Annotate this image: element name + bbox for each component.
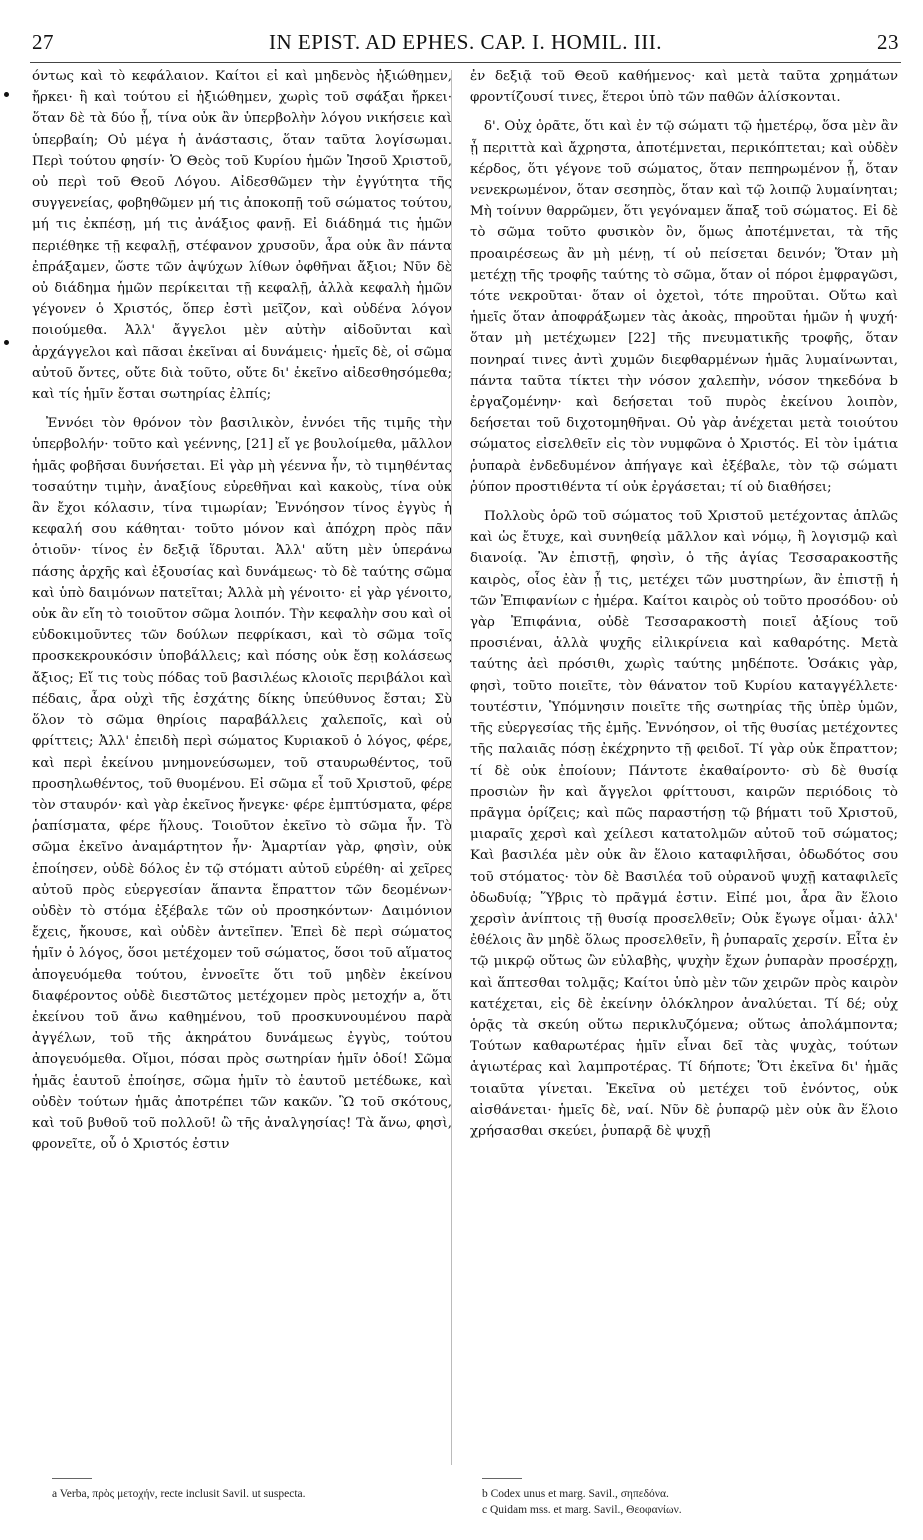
page-number-left: 27 — [32, 30, 54, 54]
left-paragraph-1: όντως καὶ τὸ κεφάλαιον. Καίτοι εἰ καὶ μηδενὸς ἠξιώθημεν, ἤρκει· ἢ καὶ τούτου εἰ ἠξιώθημεν, χωρὶς τοῦ σφάξαι ἤρκει· ὅταν δὲ τὰ δύο ᾖ, τίνα οὐκ ἂν ὑπερβολὴν λόγου νικήσειε καὶ ὑπερβαίη; Οὐ μέγα ἡ ἀνάστασις, ὅταν ταῦτα λογίσωμαι. Περὶ τούτου φησίν· Ὁ Θεὸς τοῦ Κυρίου ἡμῶν Ἰησοῦ Χριστοῦ, οὐ περὶ τοῦ Θεοῦ Λόγου. Αἰδεσθῶμεν τὴν ἐγγύτητα τῆς συγγενείας, φοβηθῶμεν μή τις ἀποκοπῇ τοῦ σώματος τούτου, μή τις ἐκπέσῃ, μή τις ἀνάξιος φανῇ. Εἰ διάδημά τις ἡμῶν περιέθηκε τῇ κεφαλῇ, στέφανον χρυσοῦν, ἆρα οὐκ ἂν πάντα ἐπράξαμεν, ὥστε τῶν ἀψύχων λίθων ὀφθῆναι ἄξιοι; Νῦν δὲ οὐ διάδημα ἡμῶν περίκειται τῇ κεφαλῇ, ἀλλὰ κεφαλὴ ἡμῶν γέγονεν ὁ Χριστός, ὅπερ ἐστὶ μεῖζον, καὶ οὐδένα λόγον ποιούμεθα. Ἀλλ' ἄγγελοι μὲν αὐτὴν αἰδοῦνται καὶ ἀρχάγγελοι καὶ πᾶσαι ἐκεῖναι αἱ δυνάμεις· ἡμεῖς δὲ, οἱ σῶμα αὐτοῦ ὄντες, οὔτε διὰ τοῦτο, οὔτε δι' ἐκεῖνο αἰδεσθησόμεθα; καὶ τίς ἡμῖν ἔσται σωτηρίας ἐλπίς; — [32, 69, 452, 403]
left-paragraph-2: Ἐννόει τὸν θρόνον τὸν βασιλικὸν, ἐννόει τῆς τιμῆς τὴν ὑπερβολήν· τοῦτο καὶ γεέννης, [21] εἴ γε βουλοίμεθα, μᾶλλον ἡμᾶς φοβῆσαι δυνήσεται. Εἰ γὰρ μὴ γέεννα ἦν, τὸ τιμηθέντας τοσαύτην τιμὴν, ἀναξίους εὑρεθῆναι καὶ κακοὺς, τίνα οὐκ ἂν ἔχοι κόλασιν, τίνα τιμωρίαν; Ἐννόησον τίνος ἐγγὺς ἡ κεφαλή σου κάθηται· τοῦτο μόνον καὶ ἀπόχρη πρὸς πᾶν ὁτιοῦν· τίνος ἐν δεξιᾷ ἵδρυται. Ἀλλ' αὕτη μὲν ὑπεράνω πάσης ἀρχῆς καὶ ἐξουσίας καὶ δυνάμεως· τὸ δὲ ταύτης σῶμα καὶ ὑπὸ δαιμόνων πατεῖται; Ἀλλὰ μὴ γένοιτο· εἰ γὰρ γένοιτο, οὐκ ἂν εἴη τὸ τοιοῦτον σῶμα λοιπόν. Τὴν κεφαλὴν σου καὶ οἱ εὐδοκιμοῦντες τῶν δούλων πεφρίκασι, καὶ τὸ σῶμα τοῖς προσκεκρουκόσιν ὑποβάλλεις; καὶ πόσης οὐκ ἔσῃ κολάσεως ἄξιος; Εἴ τις τοὺς πόδας τοῦ βασιλέως κλοιοῖς περιβάλοι καὶ πέδαις, ἆρα οὐχὶ τῆς ἐσχάτης δίκης ὑπεύθυνος ἔσται; Σὺ ὅλον τὸ σῶμα θηρίοις παραβάλλεις χαλεποῖς, καὶ οὐ φρίττεις; Ἀλλ' ἐπειδὴ περὶ σώματος Κυριακοῦ ὁ λόγος, φέρε, καὶ περὶ ἐκείνου μνημονεύσωμεν, τοῦ σταυρωθέντος, τοῦ προσηλωθέντος, τοῦ θυομένου. Εἰ σῶμα εἶ τοῦ Χριστοῦ, φέρε τὸν σταυρόν· καὶ γὰρ ἐκεῖνος ἤνεγκε· φέρε ἐμπτύσματα, φέρε ῥαπίσματα, φέρε ἥλους. Τοιοῦτον ἐκεῖνο τὸ σῶμα ἦν. Τὸ σῶμα ἐκεῖνο ἀναμάρτητον ἦν· Ἁμαρτίαν γὰρ, φησὶν, οὐκ ἐποίησεν, οὐδὲ δόλος ἐν τῷ στόματι αὐτοῦ εὑρέθη· αἱ χεῖρες αὐτοῦ πρὸς εὐεργεσίαν ἅπαντα ἔπραττον τῶν δεομένων· οὐδὲν τὸ στόμα ἐξέβαλε τῶν οὐ προσηκόντων· Δαιμόνιον ἔχεις, ἤκουσε, καὶ οὐδὲν ἀντεῖπεν. Ἐπεὶ δὲ περὶ σώματος ἡμῖν ὁ λόγος, ὅσοι μετέχομεν τοῦ σώματος, ὅσοι τοῦ αἵματος ἀπογευόμεθα τούτου, ἐννοεῖτε ὅτι τοῦ μηδὲν ἐκείνου διαφέροντος οὐδὲ διεστῶτος μετέχομεν πρὸς μετοχήν a, ὅτι ἐκείνου τοῦ ἄνω καθημένου, τοῦ προσκυνουμένου παρὰ ἀγγέλων, τοῦ τῆς ἀκηράτου δυνάμεως ἐγγὺς, τούτου ἀπογευόμεθα. Οἴμοι, πόσαι πρὸς σωτηρίαν ἡμῖν ὁδοί! Σῶμα ἡμᾶς ἑαυτοῦ ἐποίησε, σῶμα ἡμῖν τὸ ἑαυτοῦ μετέδωκε, καὶ οὐδὲν τούτων ἡμᾶς ἀποτρέπει τῶν κακῶν. Ὢ τοῦ σκότους, καὶ τοῦ βυθοῦ τοῦ πολλοῦ! ὢ τῆς ἀναλγησίας! Τὰ ἄνω, φησὶ, φρονεῖτε, οὗ ὁ Χριστός ἐστιν — [32, 416, 452, 1153]
right-paragraph-1: ἐν δεξιᾷ τοῦ Θεοῦ καθήμενος· καὶ μετὰ ταῦτα χρημάτων φροντίζουσί τινες, ἕτεροι ὑπὸ τῶν παθῶν ἁλίσκονται. — [470, 69, 898, 106]
right-paragraph-2: δ'. Οὐχ ὁρᾶτε, ὅτι καὶ ἐν τῷ σώματι τῷ ἡμετέρῳ, ὅσα μὲν ἂν ᾖ περιττὰ καὶ ἄχρηστα, ἀποτέμνεται, περικόπτεται; καὶ οὐδὲν κέρδος, ὅτι γέγονε τοῦ σώματος, ὅταν πεπηρωμένον ᾖ, ὅταν νενεκρωμένον, ὅταν σεσηπὸς, ὅταν καὶ τῷ λοιπῷ λυμαίνηται; Μὴ τοίνυν θαρρῶμεν, ὅτι γεγόναμεν ἅπαξ τοῦ σώματος. Εἰ δὲ τὸ σῶμα τοῦτο φυσικὸν ὂν, ὅμως ἀποτέμνεται, τὰ τῆς προαιρέσεως ἂν μὴ μένῃ, τί οὐ πείσεται δεινόν; Ὅταν μὴ μετέχῃ τῆς τροφῆς ταύτης τὸ σῶμα, ὅταν οἱ πόροι ἐμφραγῶσι, τότε νεκροῦται· ὅταν οἱ ὀχετοὶ, τότε πηροῦται. Οὕτω καὶ ἡμεῖς ὅταν ἀποφράξωμεν τὰς ἀκοὰς, πηροῦται ἡμῶν ἡ ψυχή· ὅταν μὴ μετέχωμεν [22] τῆς πνευματικῆς τροφῆς, ὅταν πονηραί τινες ἀντὶ χυμῶν διεφθαρμένων ἡμᾶς λυμαίνωνται, πάντα ταῦτα τίκτει τὴν νόσον χαλεπὴν, νόσον τηκεδόνα b ἐργαζομένην· καὶ δεήσεται τοῦ πυρὸς ἐκείνου λοιπὸν, δεήσεται τοῦ διχοτομηθῆναι. Οὐ γὰρ ἀνέχεται μετὰ τοιούτου σώματος εἰσελθεῖν εἰς τὸν νυμφῶνα ὁ Χριστός. Εἰ τὸν ἱμάτια ῥυπαρὰ ἐνδεδυμένον ἀπήγαγε καὶ ἐξέβαλε, τὸν τῷ σώματι ῥύπον προστιθέντα τί οὐκ ἐργάσεται; τί οὐ διαθήσει; — [470, 119, 898, 495]
footnotes-right — [482, 1486, 882, 1518]
footnote-b: b Codex unus et marg. Savil., σηπεδόνα. — [482, 1488, 669, 1500]
header-rule — [30, 62, 901, 63]
margin-dot-mark — [4, 340, 9, 345]
footnote-rule-left — [52, 1478, 92, 1479]
right-column — [470, 66, 898, 1142]
footnote-c: c Quidam mss. et marg. Savil., Θεοφανίων. — [482, 1504, 682, 1516]
running-head — [32, 30, 899, 60]
right-paragraph-3: Πολλοὺς ὁρῶ τοῦ σώματος τοῦ Χριστοῦ μετέχοντας ἁπλῶς καὶ ὡς ἔτυχε, καὶ συνηθείᾳ μᾶλλον καὶ νόμῳ, ἢ λογισμῷ καὶ διανοίᾳ. Ἂν ἐπιστῇ, φησὶν, ὁ τῆς ἁγίας Τεσσαρακοστῆς καιρὸς, οἷος ἐὰν ᾖ τις, μετέχει τῶν μυστηρίων, ἂν ἐπιστῇ ἡ τῶν Ἐπιφανίων c ἡμέρα. Καίτοι καιρὸς οὐ τοῦτο προσόδου· οὐ γὰρ Ἐπιφάνια, οὐδὲ Τεσσαρακοστὴ ποιεῖ ἀξίους τοῦ προσιέναι, ἀλλὰ ψυχῆς εἰλικρίνεια καὶ καθαρότης. Μετὰ ταύτης ἀεὶ πρόσιθι, χωρὶς ταύτης μηδέποτε. Ὁσάκις γὰρ, φησὶ, τοῦτο ποιεῖτε, τὸν θάνατον τοῦ Κυρίου καταγγέλλετε· τουτέστιν, Ὑπόμνησιν ποιεῖτε τῆς σωτηρίας τῆς ὑπὲρ ὑμῶν, τῆς εὐεργεσίας τῆς ἐμῆς. Ἐννόησον, οἱ τῆς θυσίας μετέχοντες τῆς παλαιᾶς πόσῃ ἐκέχρηντο τῇ φειδοῖ. Τί γὰρ οὐκ ἔπραττον; τί δὲ οὐκ ἐποίουν; Πάντοτε ἐκαθαίροντο· σὺ δὲ θυσίᾳ προσιὼν ἣν καὶ ἄγγελοι φρίττουσι, καιρῶν περιόδοις τὸ πρᾶγμα ὁρίζεις; καὶ πῶς παραστήσῃ τῷ βήματι τοῦ Χριστοῦ, μιαραῖς χερσὶ καὶ χείλεσι κατατολμῶν αὐτοῦ τοῦ σώματος; Καὶ βασιλέα μὲν οὐκ ἂν ἕλοιο καταφιλῆσαι, ὀδωδότος σου τοῦ στόματος· τὸν δὲ Βασιλέα τοῦ οὐρανοῦ ψυχῇ καταφιλεῖς ὀδωδυίᾳ; Ὕβρις τὸ πρᾶγμά ἐστιν. Εἰπέ μοι, ἆρα ἂν ἕλοιο χερσὶν ἀνίπτοις τῇ θυσίᾳ προσελθεῖν; Οὐκ ἔγωγε οἶμαι· ἀλλ' ἐθέλοις ἂν μηδὲ ὅλως προσελθεῖν, ἢ ῥυπαραῖς χερσίν. Εἶτα ἐν τῷ μικρῷ οὕτως ὢν εὐλαβὴς, ψυχὴν ἔχων ῥυπαρὰν προσέρχῃ, καὶ ἅπτεσθαι τολμᾷς; Καίτοι ὑπὸ μὲν τῶν χειρῶν πρὸς καιρὸν κατέχεται, εἰς δὲ ἐκείνην ὁλόκληρον ἀναλύεται. Τί δέ; οὐχ ὁρᾷς τὰ σκεύη οὕτω περικλυζόμενα; οὕτως ἀπολάμποντα; Τούτων καθαρωτέρας ἡμῖν εἶναι δεῖ τὰς ψυχὰς, τούτων ἁγιωτέρας καὶ λαμπροτέρας. Τί δήποτε; Ὅτι ἐκεῖνα δι' ἡμᾶς τοιαῦτα γίνεται. Ἐκεῖνα οὐ μετέχει τοῦ ἐνόντος, οὐκ αἰσθάνεται· ἡμεῖς δὲ, ναί. Νῦν δὲ ῥυπαρῷ μὲν οὐκ ἂν ἕλοιο χρήσασθαι σκεύει, ῥυπαρᾷ δὲ ψυχῇ — [470, 509, 898, 1139]
running-title: IN EPIST. AD EPHES. CAP. I. HOMIL. III. — [268, 30, 663, 54]
column-divider — [451, 70, 452, 1465]
left-column — [32, 66, 452, 1155]
footnotes-left — [52, 1486, 432, 1502]
margin-dot-mark — [4, 92, 9, 97]
footnote-a: a Verba, πρὸς μετοχήν, recte inclusit Savil. ut suspecta. — [52, 1488, 306, 1500]
page-number-right: 23 — [877, 30, 899, 54]
footnote-rule-right — [482, 1478, 522, 1479]
